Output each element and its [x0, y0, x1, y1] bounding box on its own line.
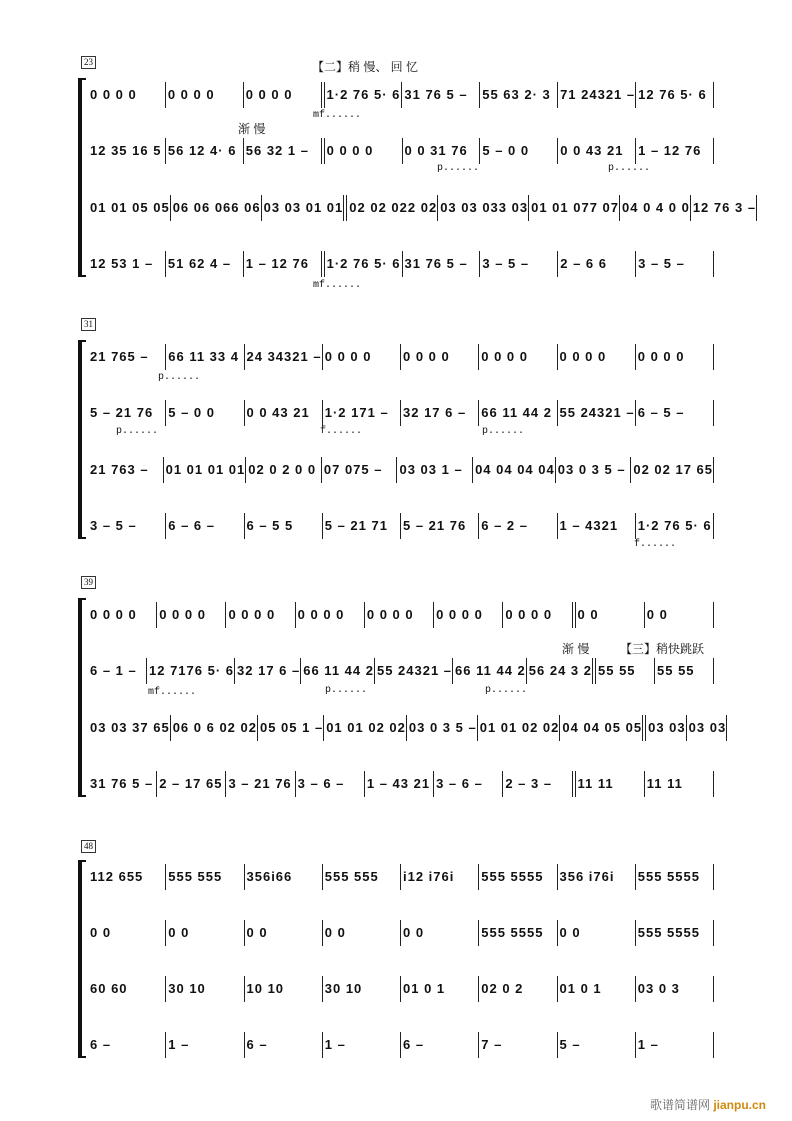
dynamic-p: p......	[485, 685, 528, 696]
measure: 356i66	[245, 864, 323, 890]
measure-number: 31	[81, 318, 96, 331]
measure: 66 11 44 2	[453, 658, 527, 684]
dynamic-p: p......	[482, 426, 525, 437]
measure: 3 – 5 –	[480, 251, 558, 277]
measure: 07 075 –	[322, 457, 398, 483]
measure: 0 0 43 21	[245, 400, 323, 426]
measure: 02 0 2 0 0	[246, 457, 322, 483]
staff-row	[88, 864, 714, 890]
measure: 10 10	[245, 976, 323, 1002]
dynamic-mf: mf......	[313, 110, 362, 121]
measure: 1 –	[636, 1032, 714, 1058]
measure: 1·2 76 5· 6	[325, 82, 403, 108]
dynamic-p: p......	[608, 163, 651, 174]
staff-row	[88, 457, 714, 483]
staff-row	[88, 82, 714, 108]
measure: 71 24321 –	[558, 82, 636, 108]
measure: 12 35 16 5	[88, 138, 166, 164]
measure: 0 0 0 0	[434, 602, 503, 628]
staff-row	[88, 344, 714, 370]
staff-row	[88, 1032, 714, 1058]
measure: 66 11 44 2	[301, 658, 375, 684]
measure: 112 655	[88, 864, 166, 890]
staff-row	[88, 920, 714, 946]
measure: 11 11	[576, 771, 645, 797]
measure: 5 – 21 76	[401, 513, 479, 539]
measure: 01 01 05 05	[88, 195, 171, 221]
measure: 6 – 1 –	[88, 658, 147, 684]
watermark	[650, 1096, 766, 1113]
measure: 12 76 5· 6	[636, 82, 714, 108]
measure: 03 03 37 65	[88, 715, 171, 741]
measure: 21 765 –	[88, 344, 166, 370]
measure: 56 32 1 –	[244, 138, 325, 164]
system-bracket	[78, 860, 82, 1058]
measure: 0 0 0 0	[88, 602, 157, 628]
measure: i12 i76i	[401, 864, 479, 890]
staff-row	[88, 195, 757, 221]
measure: 6 –	[245, 1032, 323, 1058]
dynamic-p: p......	[116, 426, 159, 437]
measure: 06 06 066 06	[171, 195, 262, 221]
dynamic-f: f......	[320, 426, 363, 437]
measure-number: 23	[81, 56, 96, 69]
measure: 0 0 43 21	[558, 138, 636, 164]
section-2-heading: 【二】稍 慢、 回 忆	[312, 60, 419, 74]
measure: 555 555	[323, 864, 401, 890]
measure: 03 0 3 5 –	[556, 457, 632, 483]
measure: 2 – 17 65	[157, 771, 226, 797]
measure: 6 –	[88, 1032, 166, 1058]
measure: 1 –	[323, 1032, 401, 1058]
measure: 03 0 3 5 –	[407, 715, 478, 741]
staff-row	[88, 602, 714, 628]
staff-row	[88, 138, 714, 164]
measure: 0 0 0 0	[157, 602, 226, 628]
measure: 0 0 0 0	[226, 602, 295, 628]
measure: 0 0 0 0	[636, 344, 714, 370]
measure: 03 03 01 01	[262, 195, 348, 221]
measure: 01 01 01 01	[164, 457, 247, 483]
measure: 32 17 6 –	[401, 400, 479, 426]
measure: 04 0 4 0 0	[620, 195, 691, 221]
measure: 0 0	[401, 920, 479, 946]
measure: 01 0 1	[558, 976, 636, 1002]
measure: 7 –	[479, 1032, 557, 1058]
measure: 06 0 6 02 02	[171, 715, 258, 741]
section-3-heading: 【三】稍快跳跃	[620, 642, 705, 656]
staff-row	[88, 400, 714, 426]
measure: 0 0 0 0	[325, 138, 403, 164]
measure: 0 0 0 0	[166, 82, 244, 108]
watermark-site: jianpu.cn	[713, 1098, 766, 1112]
system-bracket	[78, 598, 82, 797]
measure: 56 24 3 2	[527, 658, 596, 684]
measure: 356 i76i	[558, 864, 636, 890]
measure: 04 04 05 05	[560, 715, 646, 741]
dynamic-f: f......	[634, 539, 677, 550]
measure: 5 –	[558, 1032, 636, 1058]
measure: 1·2 171 –	[323, 400, 401, 426]
measure: 6 – 6 –	[166, 513, 244, 539]
dynamic-mf: mf......	[148, 687, 197, 698]
measure: 555 5555	[636, 864, 714, 890]
measure: 5 – 21 76	[88, 400, 166, 426]
measure: 03 03 033 03	[438, 195, 529, 221]
watermark-text: 歌谱简谱网	[649, 1098, 710, 1112]
measure: 66 11 44 2	[479, 400, 557, 426]
measure: 02 02 17 65	[631, 457, 714, 483]
measure: 3 – 6 –	[296, 771, 365, 797]
measure: 1 – 43 21	[365, 771, 434, 797]
dynamic-p: p......	[325, 685, 368, 696]
measure: 0 0 0 0	[296, 602, 365, 628]
measure: 51 62 4 –	[166, 251, 244, 277]
measure: 0 0 31 76	[403, 138, 481, 164]
measure: 5 – 0 0	[166, 400, 244, 426]
staff-row	[88, 976, 714, 1002]
measure: 5 – 0 0	[480, 138, 558, 164]
measure: 0 0	[88, 920, 166, 946]
measure: 12 53 1 –	[88, 251, 166, 277]
measure: 6 – 2 –	[479, 513, 557, 539]
measure: 2 – 6 6	[558, 251, 636, 277]
dynamic-p: p......	[158, 372, 201, 383]
measure: 05 05 1 –	[258, 715, 324, 741]
dynamic-p: p......	[437, 163, 480, 174]
measure: 31 76 5 –	[402, 82, 480, 108]
measure: 3 – 21 76	[226, 771, 295, 797]
measure: 55 63 2· 3	[480, 82, 558, 108]
measure: 56 12 4· 6	[166, 138, 244, 164]
measure: 0 0 0 0	[323, 344, 401, 370]
system-bracket	[78, 78, 82, 277]
measure: 66 11 33 4	[166, 344, 244, 370]
measure: 0 0	[323, 920, 401, 946]
measure: 31 76 5 –	[88, 771, 157, 797]
measure: 02 0 2	[479, 976, 557, 1002]
measure-number: 39	[81, 576, 96, 589]
measure: 1·2 76 5· 6	[636, 513, 714, 539]
dynamic-mf: mf......	[313, 280, 362, 291]
measure: 55 24321 –	[558, 400, 636, 426]
measure: 30 10	[323, 976, 401, 1002]
measure: 3 – 5 –	[88, 513, 166, 539]
staff-row	[88, 513, 714, 539]
measure: 03 03 1 –	[397, 457, 473, 483]
staff-row	[88, 251, 714, 277]
staff-row	[88, 715, 727, 741]
measure: 5 – 21 71	[323, 513, 401, 539]
measure: 555 5555	[479, 920, 557, 946]
measure: 555 5555	[479, 864, 557, 890]
measure: 0 0 0 0	[244, 82, 325, 108]
measure: 0 0 0 0	[503, 602, 575, 628]
measure: 24 34321 –	[245, 344, 323, 370]
measure: 1 –	[166, 1032, 244, 1058]
measure: 1 – 12 76	[636, 138, 714, 164]
measure: 02 02 022 02	[347, 195, 438, 221]
measure: 6 –	[401, 1032, 479, 1058]
measure: 0 0 0 0	[88, 82, 166, 108]
measure: 1 – 12 76	[244, 251, 325, 277]
measure: 6 – 5 –	[636, 400, 714, 426]
measure: 0 0 0 0	[365, 602, 434, 628]
measure: 3 – 6 –	[434, 771, 503, 797]
measure: 01 01 02 02	[478, 715, 561, 741]
measure: 32 17 6 –	[235, 658, 301, 684]
measure: 03 03	[687, 715, 728, 741]
measure: 12 76 3 –	[691, 195, 757, 221]
measure: 0 0	[645, 602, 714, 628]
measure: 0 0	[558, 920, 636, 946]
measure: 12 7176 5· 6	[147, 658, 235, 684]
measure: 2 – 3 –	[503, 771, 575, 797]
staff-row	[88, 771, 714, 797]
measure: 03 0 3	[636, 976, 714, 1002]
ritardando-mark: 渐 慢	[238, 122, 266, 136]
measure: 04 04 04 04	[473, 457, 556, 483]
measure: 31 76 5 –	[403, 251, 481, 277]
measure: 01 01 077 07	[529, 195, 620, 221]
measure: 55 55	[596, 658, 655, 684]
measure: 01 01 02 02	[324, 715, 407, 741]
measure: 1·2 76 5· 6	[325, 251, 403, 277]
measure-number: 48	[81, 840, 96, 853]
measure: 0 0 0 0	[558, 344, 636, 370]
measure: 0 0 0 0	[479, 344, 557, 370]
measure: 555 555	[166, 864, 244, 890]
measure: 01 0 1	[401, 976, 479, 1002]
measure: 30 10	[166, 976, 244, 1002]
measure: 1 – 4321	[558, 513, 636, 539]
measure: 0 0	[576, 602, 645, 628]
staff-row	[88, 658, 714, 684]
measure: 3 – 5 –	[636, 251, 714, 277]
measure: 03 03	[646, 715, 687, 741]
measure: 0 0	[166, 920, 244, 946]
measure: 555 5555	[636, 920, 714, 946]
ritardando-mark: 渐 慢	[562, 642, 590, 656]
system-bracket	[78, 340, 82, 539]
measure: 21 763 –	[88, 457, 164, 483]
measure: 11 11	[645, 771, 714, 797]
measure: 60 60	[88, 976, 166, 1002]
measure: 55 24321 –	[375, 658, 453, 684]
measure: 0 0	[245, 920, 323, 946]
measure: 6 – 5 5	[245, 513, 323, 539]
measure: 55 55	[655, 658, 714, 684]
measure: 0 0 0 0	[401, 344, 479, 370]
